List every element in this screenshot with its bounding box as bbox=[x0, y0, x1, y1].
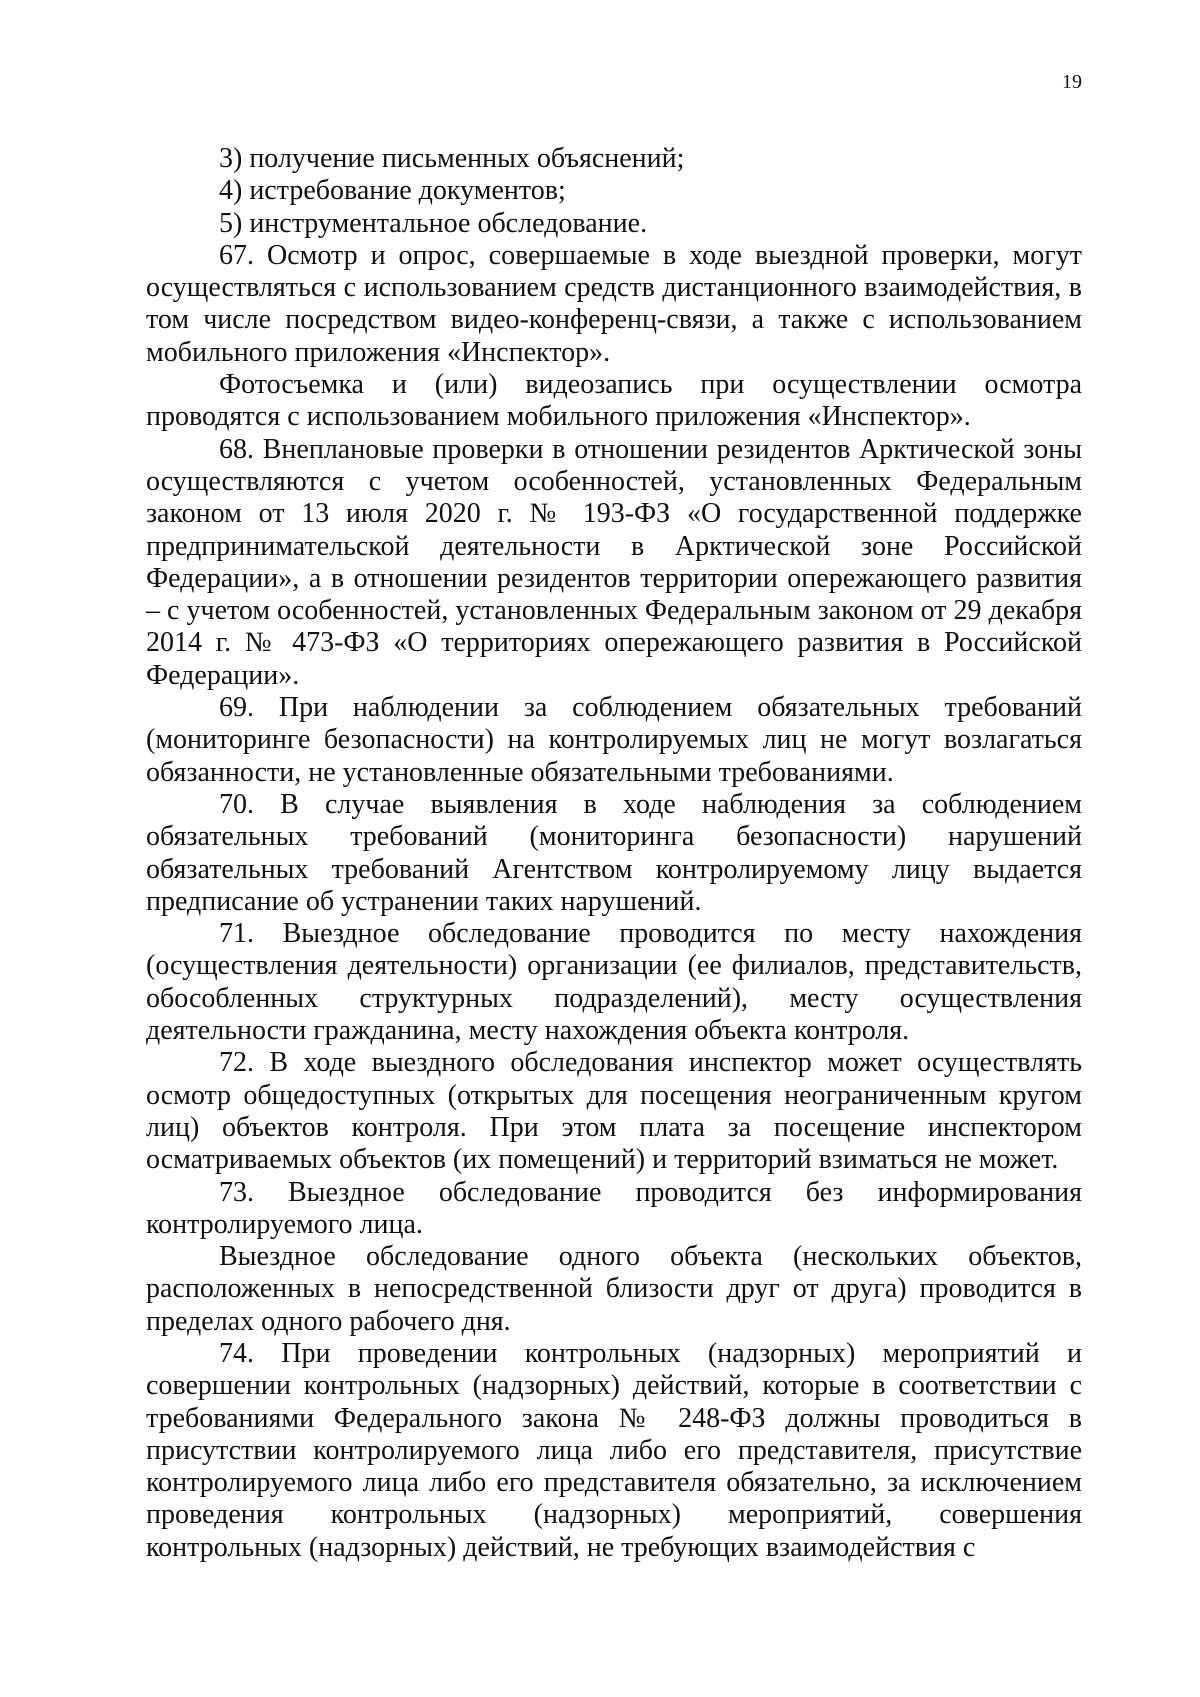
page-number: 19 bbox=[1062, 71, 1082, 93]
clause-67-photo: Фотосъемка и (или) видеозапись при осуществлении осмотра проводятся с использованием мобильного приложения «Инспектор». bbox=[146, 369, 1082, 433]
clause-68: 68. Внеплановые проверки в отношении резидентов Арктической зоны осуществляются с учетом особенностей, установленных Федеральным законом от 13 июля 2020 г. № 193-ФЗ «О государственной поддержке предпринимательской деятельности в Арктической зоне Российской Федерации», а в отношении резидентов территории опережающего развития – с учетом особенностей, установленных Федеральным законом от 29 декабря 2014 г. № 473-ФЗ «О территориях опережающего развития в Российской Федерации». bbox=[146, 433, 1082, 691]
clause-71: 71. Выездное обследование проводится по месту нахождения (осуществления деятельности) организации (ее филиалов, представительств, обособленных структурных подразделений), месту осуществления деятельности гражданина, месту нахождения объекта контроля. bbox=[146, 918, 1082, 1047]
list-item-3: 3) получение письменных объяснений; bbox=[219, 143, 685, 174]
clause-70: 70. В случае выявления в ходе наблюдения за соблюдением обязательных требований (мониторинга безопасности) нарушений обязательных требований Агентством контролируемому лицу выдается предписание об устранении таких нарушений. bbox=[146, 788, 1082, 917]
clause-72: 72. В ходе выездного обследования инспектор может осуществлять осмотр общедоступных (открытых для посещения неограниченным кругом лиц) объектов контроля. При этом плата за посещение инспектором осматриваемых объектов (их помещений) и территорий взиматься не может. bbox=[146, 1047, 1082, 1176]
clause-73: 73. Выездное обследование проводится без информирования контролируемого лица. bbox=[146, 1176, 1082, 1240]
document-body bbox=[146, 143, 1082, 1564]
list-item-5: 5) инструментальное обследование. bbox=[219, 207, 648, 239]
clause-74: 74. При проведении контрольных (надзорных) мероприятий и совершении контрольных (надзорных) действий, которые в соответствии с требованиями Федерального закона № 248-ФЗ должны проводиться в присутствии контролируемого лица либо его представителя, присутствие контролируемого лица либо его представителя обязательно, за исключением проведения контрольных (надзорных) мероприятий, совершения контрольных (надзорных) действий, не требующих взаимодействия с bbox=[146, 1337, 1082, 1563]
clause-67: 67. Осмотр и опрос, совершаемые в ходе выездной проверки, могут осуществляться с использованием средств дистанционного взаимодействия, в том числе посредством видео-конференц-связи, а также с использованием мобильного приложения «Инспектор». bbox=[146, 239, 1082, 368]
clause-73-duration: Выездное обследование одного объекта (нескольких объектов, расположенных в непосредственной близости друг от друга) проводится в пределах одного рабочего дня. bbox=[146, 1241, 1082, 1337]
list-item-4: 4) истребование документов; bbox=[219, 175, 566, 207]
clause-69: 69. При наблюдении за соблюдением обязательных требований (мониторинге безопасности) на контролируемых лиц не могут возлагаться обязанности, не установленные обязательными требованиями. bbox=[146, 692, 1082, 788]
